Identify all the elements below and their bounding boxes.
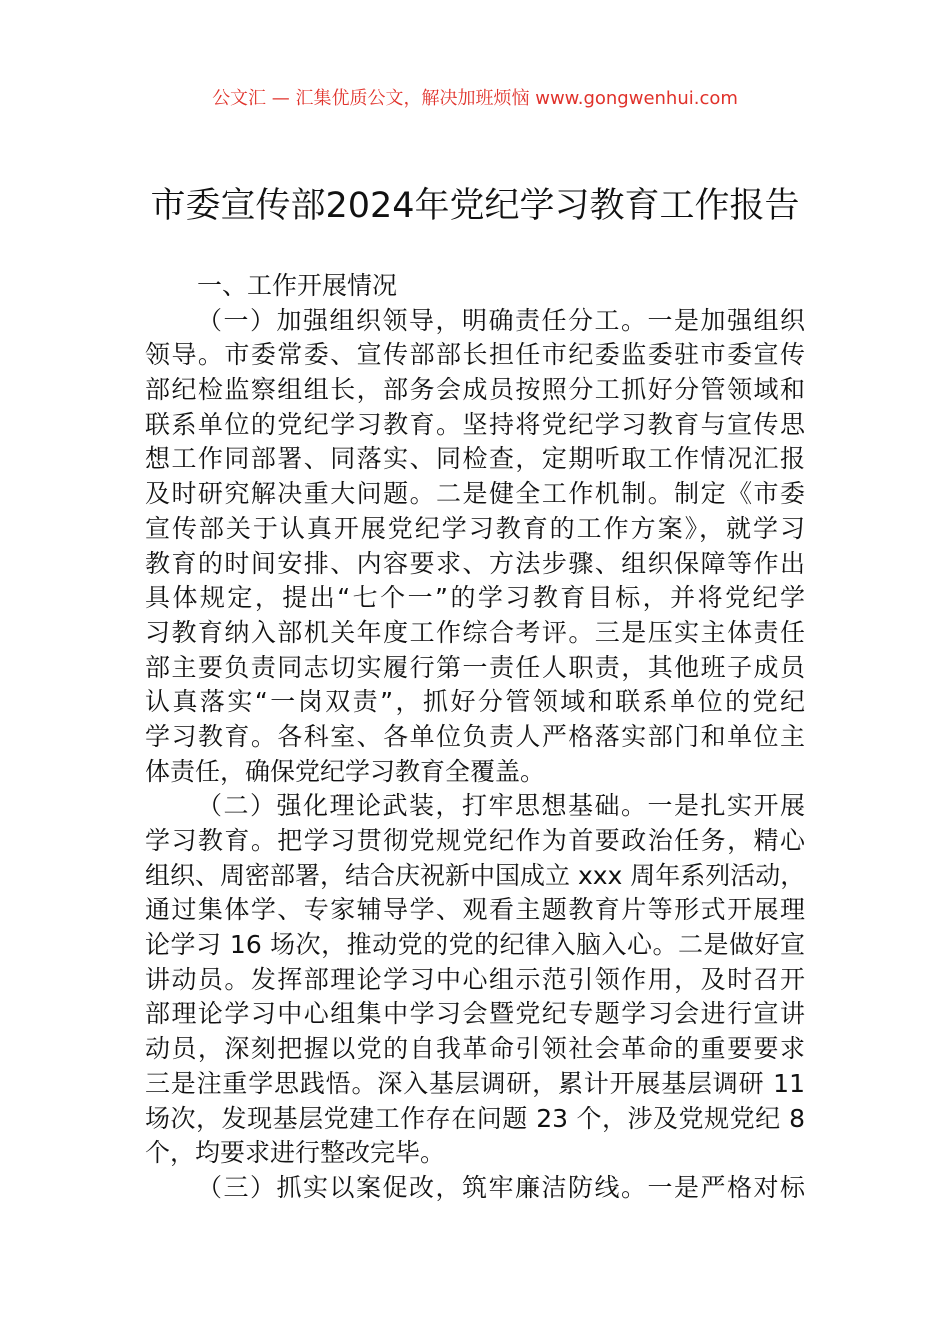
paragraph-line: 部理论学习中心组集中学习会暨党纪专题学习会进行宣讲 xyxy=(145,999,805,1029)
paragraph-line: 想工作同部署、同落实、同检查，定期听取工作情况汇报 xyxy=(145,444,805,474)
paragraph-line: 三是注重学思践悟。深入基层调研，累计开展基层调研 11 xyxy=(145,1068,805,1098)
watermark-header: 公文汇 — 汇集优质公文，解决加班烦恼 www.gongwenhui.com xyxy=(212,88,738,109)
paragraph-line: 部纪检监察组组长，部务会成员按照分工抓好分管领域和 xyxy=(145,375,805,405)
paragraph-line: 组织、周密部署，结合庆祝新中国成立 xxx 周年系列活动， xyxy=(145,860,805,890)
paragraph-line: 联系单位的党纪学习教育。坚持将党纪学习教育与宣传思 xyxy=(145,409,805,439)
paragraph-line: （二）强化理论武装，打牢思想基础。一是扎实开展 xyxy=(197,791,805,821)
paragraph-line: 具体规定，提出“七个一”的学习教育目标，并将党纪学 xyxy=(145,583,805,613)
paragraph-line: 个，均要求进行整改完毕。 xyxy=(145,1138,446,1168)
paragraph-line: 动员，深刻把握以党的自我革命引领社会革命的重要要求 xyxy=(145,1034,805,1064)
paragraph-line: 学习教育。各科室、各单位负责人严格落实部门和单位主 xyxy=(145,721,805,751)
paragraph-line: （一）加强组织领导，明确责任分工。一是加强组织 xyxy=(197,305,805,335)
paragraph-line: 习教育纳入部机关年度工作综合考评。三是压实主体责任 xyxy=(145,617,805,647)
paragraph-line: 学习教育。把学习贯彻党规党纪作为首要政治任务，精心 xyxy=(145,826,805,855)
document-title: 市委宣传部2024年党纪学习教育工作报告 xyxy=(150,186,800,226)
paragraph-line: 体责任，确保党纪学习教育全覆盖。 xyxy=(145,756,546,786)
paragraph-line: 及时研究解决重大问题。二是健全工作机制。制定《市委 xyxy=(145,479,805,509)
paragraph-line: 教育的时间安排、内容要求、方法步骤、组织保障等作出 xyxy=(145,548,805,578)
paragraph-line: 认真落实“一岗双责”，抓好分管领域和联系单位的党纪 xyxy=(145,687,805,717)
paragraph-line: 部主要负责同志切实履行第一责任人职责，其他班子成员 xyxy=(145,652,805,682)
paragraph-line: 论学习 16 场次，推动党的党的纪律入脑入心。二是做好宣 xyxy=(145,930,805,960)
paragraph-line: 讲动员。发挥部理论学习中心组示范引领作用，及时召开 xyxy=(145,964,805,994)
paragraph-line: 领导。市委常委、宣传部部长担任市纪委监委驻市委宣传 xyxy=(145,340,805,370)
paragraph-line: 通过集体学、专家辅导学、观看主题教育片等形式开展理 xyxy=(145,895,805,925)
section-heading: 一、工作开展情况 xyxy=(197,271,398,300)
paragraph-line: 宣传部关于认真开展党纪学习教育的工作方案》，就学习 xyxy=(145,513,805,543)
document-body xyxy=(145,269,805,1206)
paragraph-line: 场次，发现基层党建工作存在问题 23 个，涉及党规党纪 8 xyxy=(145,1103,805,1133)
paragraph-line: （三）抓实以案促改，筑牢廉洁防线。一是严格对标 xyxy=(197,1172,805,1202)
